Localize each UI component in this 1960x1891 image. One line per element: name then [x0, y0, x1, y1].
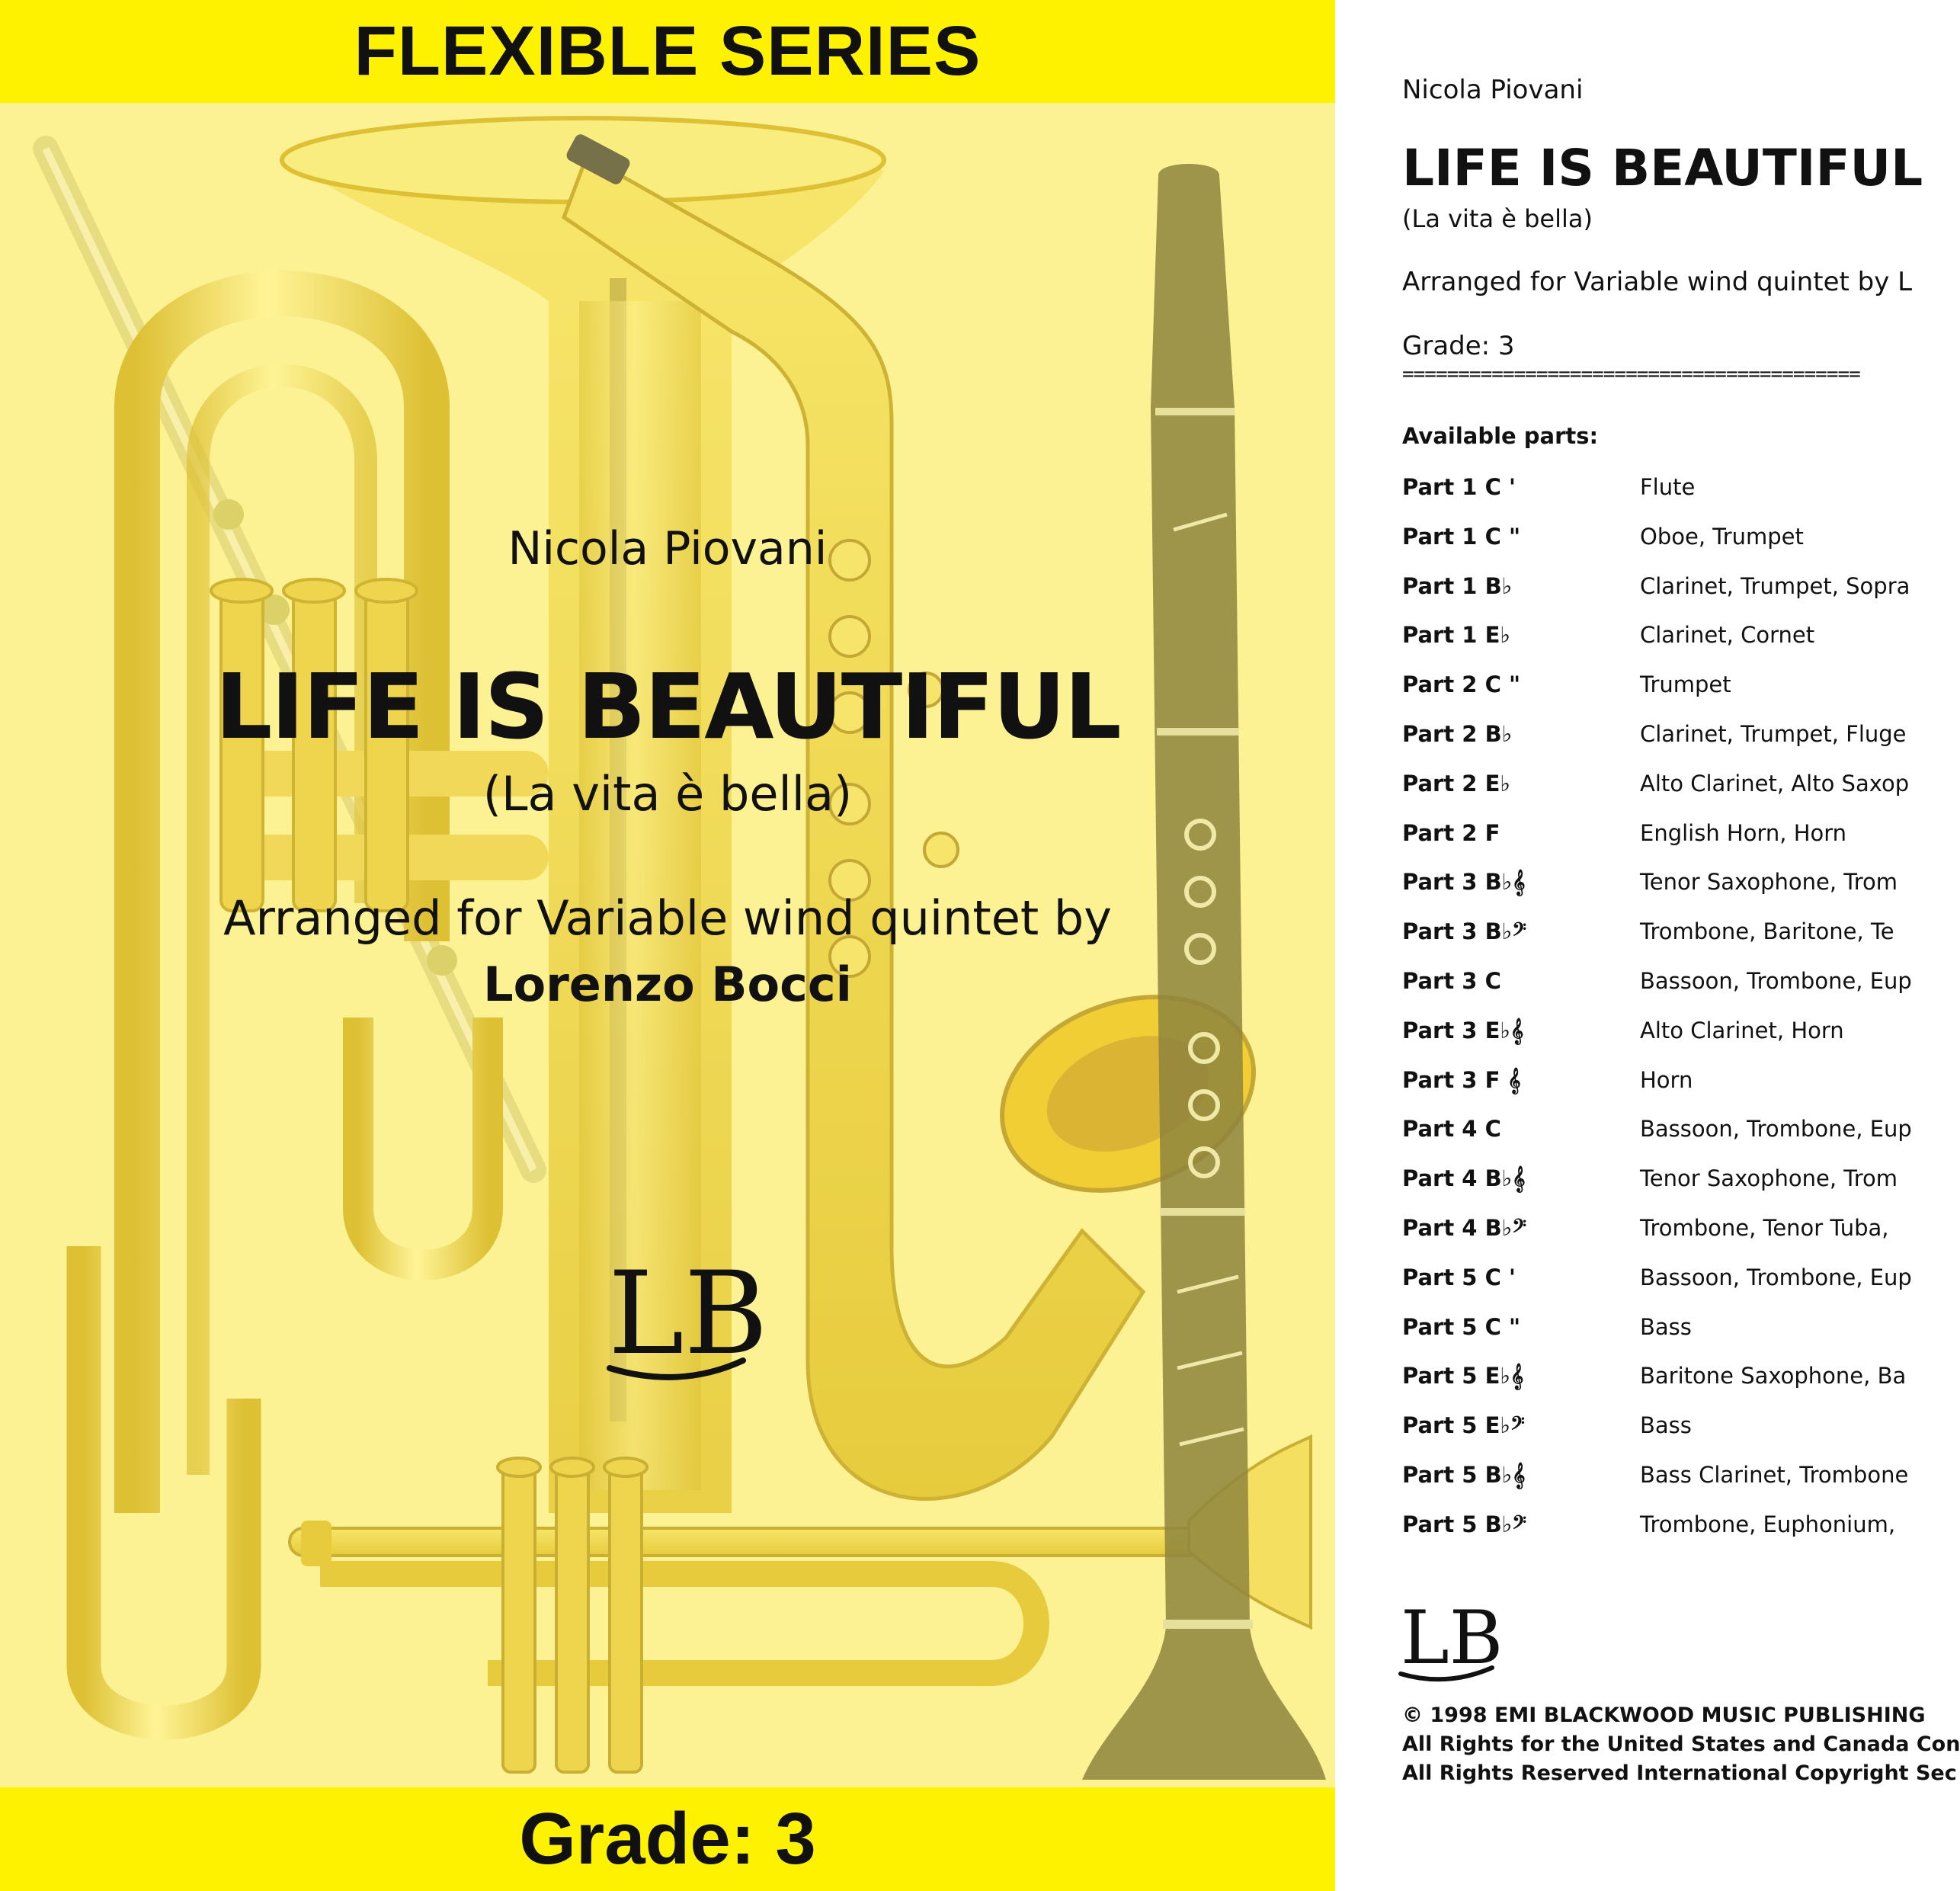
- part-name: Part 2 B♭: [1402, 720, 1513, 747]
- part-row: [1402, 573, 1936, 623]
- copyright-line: © 1998 EMI BLACKWOOD MUSIC PUBLISHING: [1402, 1704, 1926, 1727]
- part-row: [1402, 1067, 1936, 1117]
- copyright-line: All Rights Reserved International Copyright Sec: [1402, 1761, 1957, 1785]
- parts-heading: Available parts:: [1402, 423, 1599, 449]
- part-name: Part 2 C ": [1402, 671, 1521, 698]
- part-row: [1402, 1462, 1936, 1511]
- part-name: Part 3 B♭𝄢: [1402, 918, 1527, 945]
- part-row: [1402, 1116, 1936, 1165]
- cover-arranger: Lorenzo Bocci: [483, 957, 852, 1012]
- part-instruments: Tenor Saxophone, Trom: [1640, 869, 1898, 896]
- part-row: [1402, 869, 1936, 918]
- part-row: [1402, 622, 1936, 671]
- part-instruments: Bass Clarinet, Trombone: [1640, 1461, 1909, 1488]
- cover-composer: Nicola Piovani: [508, 522, 828, 575]
- part-name: Part 1 B♭: [1402, 572, 1513, 599]
- part-name: Part 3 F 𝄞: [1402, 1066, 1521, 1093]
- grade-band: Grade: 3: [0, 1787, 1335, 1891]
- part-name: Part 1 E♭: [1402, 622, 1511, 649]
- part-name: Part 3 E♭𝄞: [1402, 1017, 1524, 1043]
- part-row: [1402, 820, 1936, 870]
- part-row: [1402, 918, 1936, 968]
- cover-subtitle: (La vita è bella): [482, 766, 853, 822]
- part-instruments: Clarinet, Trumpet, Fluge: [1640, 720, 1907, 747]
- part-name: Part 4 B♭𝄞: [1402, 1165, 1526, 1192]
- part-row: [1402, 474, 1936, 524]
- part-instruments: Bassoon, Trombone, Eup: [1640, 967, 1912, 994]
- part-instruments: Oboe, Trumpet: [1640, 523, 1804, 550]
- svg-text:LB: LB: [1401, 1595, 1504, 1681]
- part-instruments: Clarinet, Cornet: [1640, 622, 1815, 649]
- part-name: Part 2 F: [1402, 819, 1500, 846]
- cover-arranged-for: Arranged for Variable wind quintet by: [223, 890, 1112, 946]
- part-name: Part 1 C ": [1402, 523, 1521, 550]
- series-band: FLEXIBLE SERIES: [0, 0, 1335, 103]
- part-instruments: Tenor Saxophone, Trom: [1640, 1165, 1898, 1192]
- part-instruments: Bassoon, Trombone, Eup: [1640, 1116, 1912, 1143]
- part-instruments: Horn: [1640, 1066, 1693, 1093]
- part-row: [1402, 721, 1936, 771]
- part-row: [1402, 671, 1936, 721]
- part-row: [1402, 1314, 1936, 1364]
- part-instruments: Trumpet: [1640, 671, 1731, 698]
- sheet-subtitle: (La vita è bella): [1402, 204, 1593, 233]
- sheet-arranged-for: Arranged for Variable wind quintet by L: [1402, 267, 1913, 297]
- lb-logo-icon: [602, 1239, 768, 1391]
- part-row: [1402, 968, 1936, 1018]
- sheet-composer: Nicola Piovani: [1402, 75, 1584, 105]
- part-instruments: Alto Clarinet, Alto Saxop: [1640, 770, 1910, 796]
- part-name: Part 5 C ': [1402, 1264, 1516, 1290]
- sheet-title: LIFE IS BEAUTIFUL: [1402, 139, 1923, 197]
- part-instruments: Baritone Saxophone, Ba: [1640, 1363, 1907, 1389]
- part-row: [1402, 1412, 1936, 1462]
- svg-text:LB: LB: [608, 1248, 768, 1380]
- part-name: Part 3 B♭𝄞: [1402, 869, 1526, 896]
- info-sheet: [1335, 0, 1960, 1891]
- part-name: Part 1 C ': [1402, 474, 1516, 500]
- part-instruments: English Horn, Horn: [1640, 819, 1847, 846]
- divider-rule: =========================================: [1402, 363, 1860, 386]
- parts-list: [1402, 474, 1936, 1561]
- part-row: [1402, 1165, 1936, 1215]
- part-name: Part 5 E♭𝄞: [1402, 1363, 1524, 1389]
- part-instruments: Trombone, Tenor Tuba,: [1640, 1214, 1889, 1241]
- part-instruments: Bassoon, Trombone, Eup: [1640, 1264, 1912, 1290]
- part-row: [1402, 1511, 1936, 1561]
- cover-title: LIFE IS BEAUTIFUL: [215, 654, 1120, 759]
- part-name: Part 4 B♭𝄢: [1402, 1214, 1527, 1241]
- sheet-grade: Grade: 3: [1402, 331, 1515, 361]
- part-name: Part 5 B♭𝄢: [1402, 1511, 1527, 1537]
- part-name: Part 5 B♭𝄞: [1402, 1461, 1526, 1488]
- part-instruments: Clarinet, Trumpet, Sopra: [1640, 572, 1910, 599]
- part-row: [1402, 1018, 1936, 1067]
- part-instruments: Flute: [1640, 474, 1696, 500]
- part-row: [1402, 524, 1936, 573]
- part-name: Part 2 E♭: [1402, 770, 1511, 796]
- part-row: [1402, 1215, 1936, 1264]
- part-row: [1402, 771, 1936, 820]
- part-instruments: Trombone, Euphonium,: [1640, 1511, 1896, 1537]
- part-name: Part 5 E♭𝄢: [1402, 1412, 1525, 1439]
- part-name: Part 3 C: [1402, 967, 1501, 994]
- copyright-line: All Rights for the United States and Canada Con: [1402, 1732, 1960, 1756]
- part-name: Part 4 C: [1402, 1116, 1501, 1143]
- part-instruments: Trombone, Baritone, Te: [1640, 918, 1894, 945]
- part-name: Part 5 C ": [1402, 1313, 1521, 1340]
- part-instruments: Alto Clarinet, Horn: [1640, 1017, 1844, 1043]
- lb-logo-icon: [1396, 1593, 1504, 1684]
- part-instruments: Bass: [1640, 1412, 1692, 1439]
- part-row: [1402, 1363, 1936, 1412]
- part-instruments: Bass: [1640, 1313, 1692, 1340]
- part-row: [1402, 1264, 1936, 1314]
